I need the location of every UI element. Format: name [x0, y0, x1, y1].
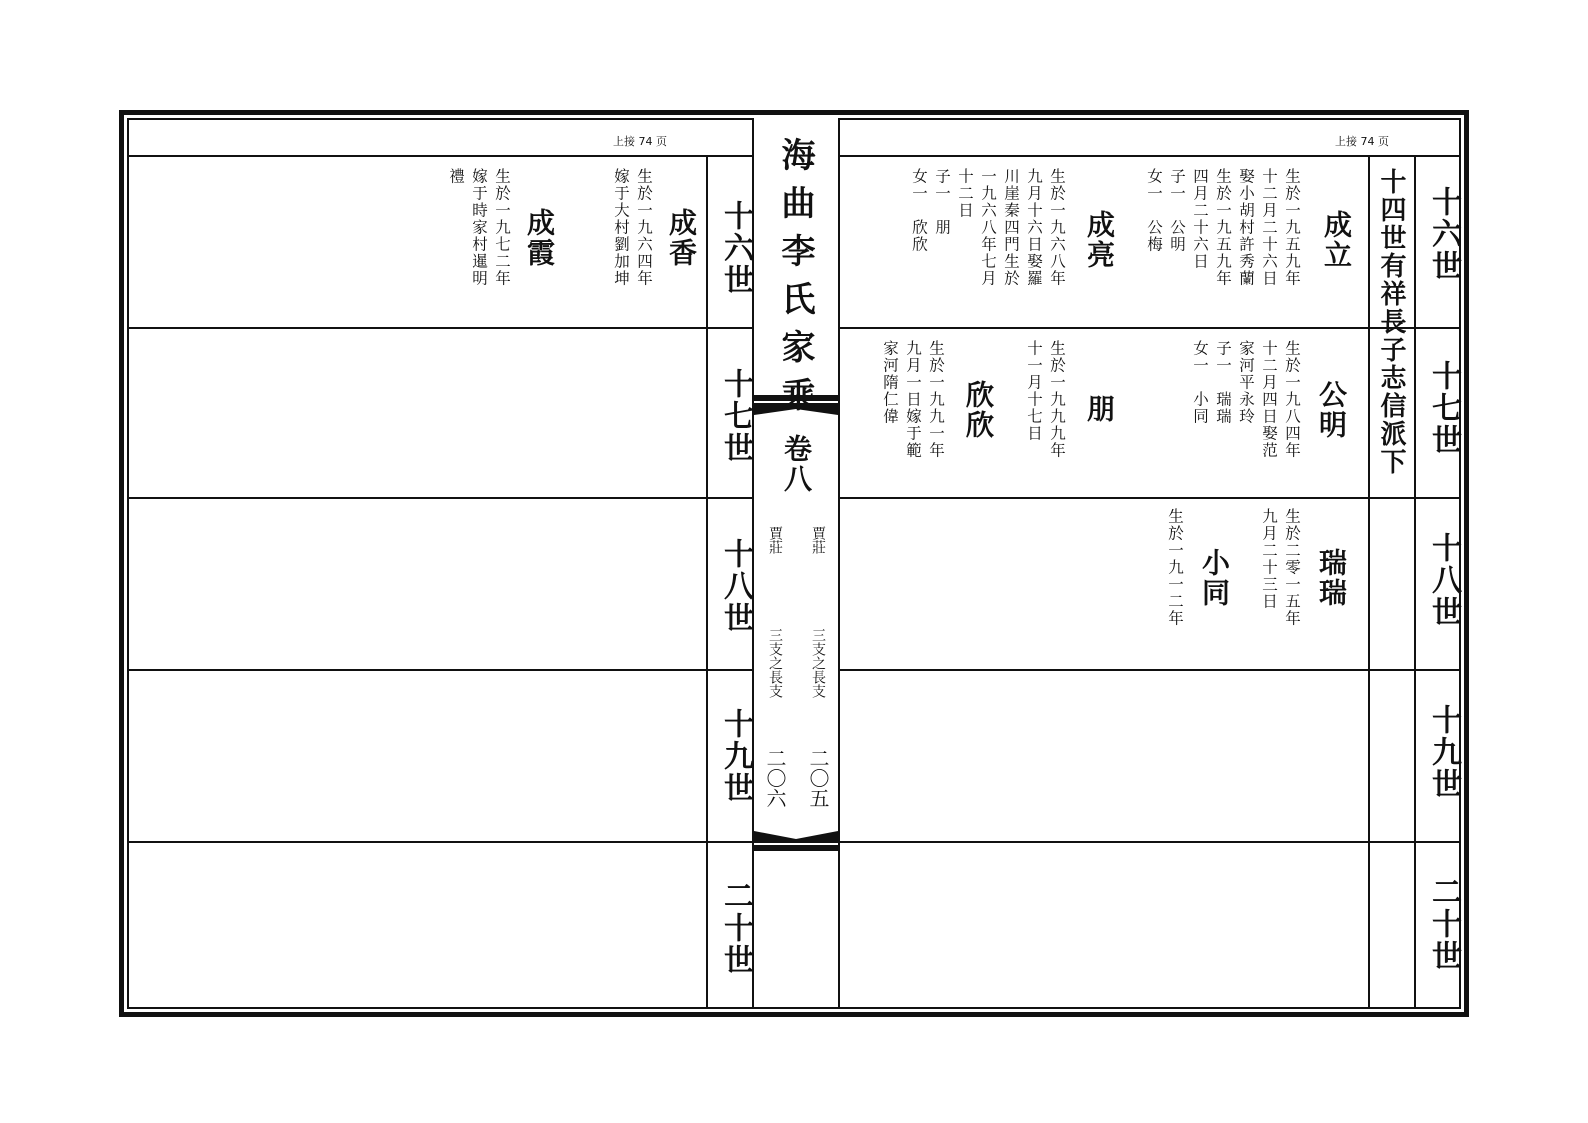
gen-label-17-right: 十七世	[1426, 360, 1461, 456]
person-note: 十一月十七日	[1025, 340, 1043, 442]
spine-page-left: 二〇六	[763, 748, 787, 808]
person-note: 子一 瑞瑞	[1214, 340, 1232, 425]
person-note: 川崖秦四門生於	[1002, 168, 1020, 287]
lineage-col-left	[1368, 155, 1370, 1007]
spine-page-right: 二〇五	[806, 748, 830, 808]
spine-place-right: 賈莊	[810, 526, 826, 554]
gen-label-16-left: 十六世	[718, 200, 753, 296]
person-name-xiaotong: 小同	[1198, 548, 1231, 608]
person-name-cheng-xiang: 成香	[665, 208, 698, 268]
person-note: 禮	[447, 168, 465, 185]
person-note: 生於一九一二年	[1166, 508, 1184, 627]
person-name-ruirui: 瑞瑞	[1315, 548, 1348, 608]
person-note: 九月二十三日	[1260, 508, 1278, 610]
person-name-cheng-liang: 成亮	[1083, 210, 1116, 270]
person-note: 家河隋仁偉	[881, 340, 899, 425]
spine-branch-right: 三支之長支	[810, 628, 826, 698]
person-note: 生於一九九一年	[927, 340, 945, 459]
volume-label: 卷八	[780, 434, 813, 494]
person-name-xinxin: 欣欣	[962, 380, 995, 440]
person-note: 十二月二十六日	[1260, 168, 1278, 287]
gen-label-19-right: 十九世	[1426, 704, 1461, 800]
gen-label-20-left: 二十世	[718, 880, 753, 976]
continuation-note-left: 上接 74 页	[613, 135, 667, 148]
person-note: 女一 小同	[1191, 340, 1209, 425]
person-note: 生於一九五九年	[1283, 168, 1301, 287]
gen-label-20-right: 二十世	[1426, 876, 1461, 972]
person-note: 生於一九六四年	[635, 168, 653, 287]
person-note: 十二日	[956, 168, 974, 219]
person-note: 生於二零一五年	[1283, 508, 1301, 627]
person-note: 子一 朋	[933, 168, 951, 236]
person-note: 生於一九五九年	[1214, 168, 1232, 287]
person-note: 十二月四日娶范	[1260, 340, 1278, 459]
person-note: 一九六八年七月	[979, 168, 997, 287]
person-note: 九月十六日娶羅	[1025, 168, 1043, 287]
spine-branch-left: 三支之長支	[767, 628, 783, 698]
person-note: 九月一日嫁于範	[904, 340, 922, 459]
lineage-title: 十四世有祥長子志信派下	[1376, 168, 1406, 476]
spine-right	[838, 118, 840, 1007]
person-note: 生於一九八四年	[1283, 340, 1301, 459]
person-name-peng: 朋	[1083, 394, 1116, 424]
person-name-cheng-xia: 成霞	[523, 208, 556, 268]
person-note: 家河平永玲	[1237, 340, 1255, 425]
person-note: 生於一九六八年	[1048, 168, 1066, 287]
person-note: 女一 公梅	[1145, 168, 1163, 253]
gen-label-19-left: 十九世	[718, 708, 753, 804]
gen-label-17-left: 十七世	[718, 368, 753, 464]
continuation-note-right: 上接 74 页	[1335, 135, 1389, 148]
person-note: 娶小胡村許秀蘭	[1237, 168, 1255, 287]
person-note: 子一 公明	[1168, 168, 1186, 253]
person-name-cheng-li: 成立	[1320, 210, 1353, 270]
book-title: 海曲李氏家乘	[775, 137, 815, 425]
person-name-gong-ming: 公明	[1315, 380, 1348, 440]
right-gen-col-left	[1414, 155, 1416, 1007]
person-note: 生於一九七二年	[493, 168, 511, 287]
spine-place-left: 賈莊	[767, 526, 783, 554]
person-note: 嫁于大村劉加坤	[612, 168, 630, 287]
gen-label-18-left: 十八世	[718, 538, 753, 634]
person-note: 生於一九九九年	[1048, 340, 1066, 459]
gen-label-18-right: 十八世	[1426, 532, 1461, 628]
person-note: 女一 欣欣	[910, 168, 928, 253]
person-note: 四月二十六日	[1191, 168, 1209, 270]
gen-label-16-right: 十六世	[1426, 186, 1461, 282]
left-gen-col-left	[706, 155, 708, 1007]
person-note: 嫁于時家村暹明	[470, 168, 488, 287]
